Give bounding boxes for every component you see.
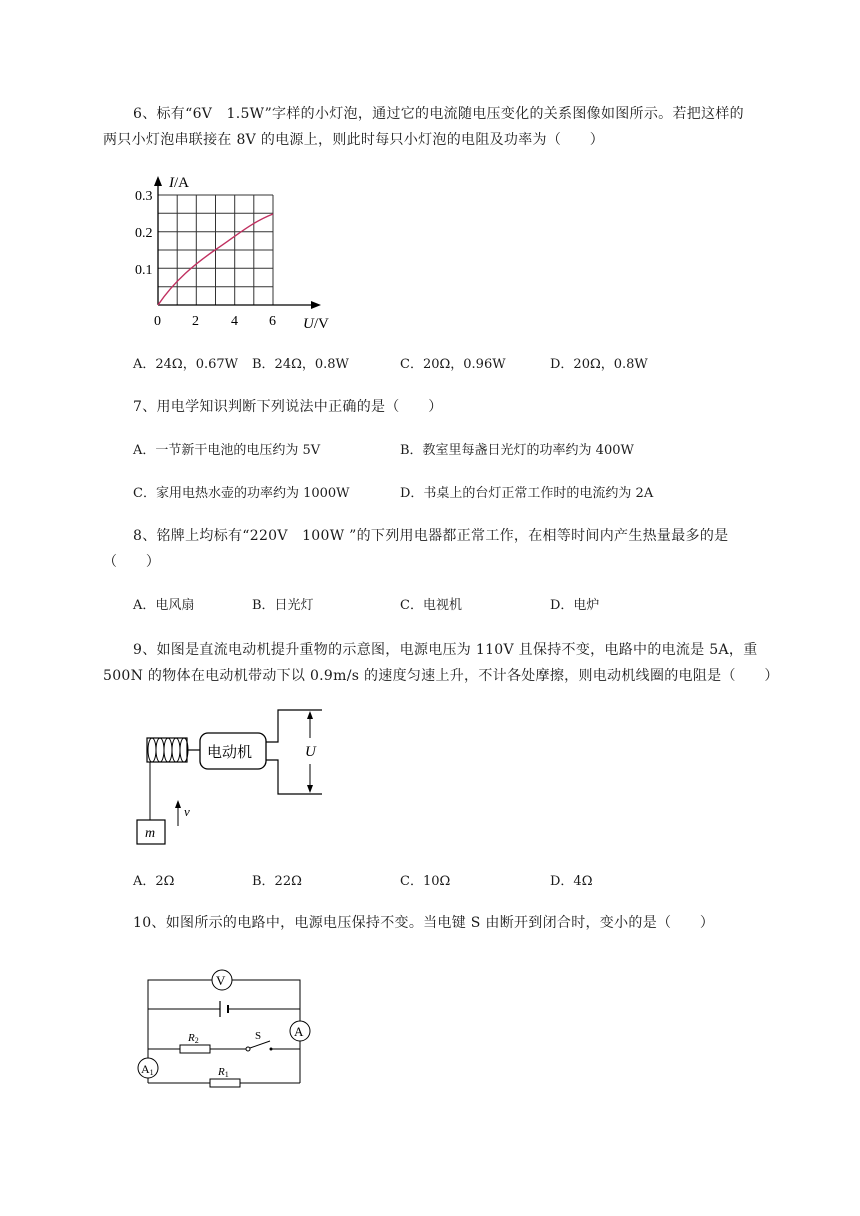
q7-option-c: C．家用电热水壶的功率约为 1000W bbox=[133, 486, 350, 501]
y-axis-arrow bbox=[154, 176, 162, 186]
switch-contact bbox=[270, 1048, 273, 1051]
q8-option-a: A．电风扇 bbox=[133, 598, 195, 613]
q7-option-d: D．书桌上的台灯正常工作时的电流约为 2A bbox=[400, 486, 654, 501]
y-tick-0.3: 0.3 bbox=[135, 189, 153, 204]
y-tick-0.2: 0.2 bbox=[135, 226, 153, 241]
q8-option-b: B．日光灯 bbox=[252, 598, 314, 613]
resistor-r1 bbox=[210, 1079, 240, 1087]
r2-label-letter: R bbox=[188, 1032, 195, 1044]
motor-diagram bbox=[130, 700, 330, 850]
q9-line-2: 500N 的物体在电动机带动下以 0.9m/s 的速度匀速上升，不计各处摩擦，则电动机线圈的电阻是（ ） bbox=[103, 668, 779, 684]
q7-option-a: A．一节新干电池的电压约为 5V bbox=[133, 443, 321, 458]
x-tick-2: 2 bbox=[192, 314, 199, 329]
q9-option-a: A．2Ω bbox=[133, 874, 175, 889]
motor-label: 电动机 bbox=[207, 745, 253, 761]
r1-label bbox=[217, 1066, 229, 1079]
q7-line-1: 7、用电学知识判断下列说法中正确的是（ ） bbox=[133, 399, 443, 415]
x-axis-label-unit: /V bbox=[313, 316, 329, 332]
y-axis-label-sym: I bbox=[169, 175, 174, 191]
voltage-label: U bbox=[305, 744, 316, 760]
q8-line-1: 8、铭牌上均标有“220V 100W ”的下列用电器都正常工作，在相等时间内产生热量最多的是 bbox=[133, 528, 729, 544]
velocity-arrow bbox=[175, 800, 181, 808]
q9-option-c: C．10Ω bbox=[400, 874, 451, 889]
x-axis-label-sym: U bbox=[303, 316, 314, 332]
x-axis-arrow bbox=[311, 301, 321, 309]
wire-bottom bbox=[266, 760, 322, 794]
switch-blade bbox=[250, 1041, 270, 1048]
u-arrow-up bbox=[307, 711, 313, 719]
wire-top bbox=[266, 710, 322, 742]
r2-label bbox=[187, 1032, 199, 1045]
iu-graph bbox=[125, 168, 345, 338]
q10-line-1: 10、如图所示的电路中，电源电压保持不变。当电键 S 由断开到闭合时，变小的是（ ） bbox=[133, 915, 715, 931]
velocity-label: v bbox=[184, 804, 190, 819]
switch-pivot bbox=[246, 1047, 250, 1051]
r1-label-letter: R bbox=[218, 1066, 225, 1078]
q9-option-b: B．22Ω bbox=[252, 874, 302, 889]
q6-option-d: D．20Ω，0.8W bbox=[550, 357, 648, 372]
q6-option-b: B．24Ω，0.8W bbox=[252, 357, 349, 372]
q9-option-d: D．4Ω bbox=[550, 874, 593, 889]
x-tick-6: 6 bbox=[269, 314, 276, 329]
x-tick-4: 4 bbox=[231, 314, 238, 329]
x-tick-0: 0 bbox=[154, 314, 161, 329]
q8-line-2: （ ） bbox=[103, 554, 161, 570]
q9-line-1: 9、如图是直流电动机提升重物的示意图，电源电压为 110V 且保持不变，电路中的电流是 5A，重 bbox=[133, 642, 758, 658]
q7-option-b: B．教室里每盏日光灯的功率约为 400W bbox=[400, 443, 634, 458]
u-arrow-down bbox=[307, 785, 313, 793]
circuit-diagram bbox=[130, 962, 320, 1092]
x-axis-label bbox=[303, 316, 329, 332]
q8-option-d: D．电炉 bbox=[550, 598, 600, 613]
switch-label: S bbox=[255, 1030, 262, 1042]
ammeter-a1-letter: A bbox=[141, 1062, 150, 1076]
ammeter-a1-sub: 1 bbox=[149, 1068, 154, 1077]
q6-line-2: 两只小灯泡串联接在 8V 的电源上，则此时每只小灯泡的电阻及功率为（ ） bbox=[103, 132, 605, 148]
mass-label: m bbox=[145, 826, 156, 841]
q6-line-1: 6、标有“6V 1.5W”字样的小灯泡，通过它的电流随电压变化的关系图像如图所示。若把这样的 bbox=[133, 106, 744, 122]
r1-label-sub: 1 bbox=[224, 1070, 229, 1079]
r2-label-sub: 2 bbox=[194, 1036, 199, 1045]
q6-option-a: A．24Ω，0.67W bbox=[133, 357, 239, 372]
resistor-r2 bbox=[180, 1045, 210, 1053]
voltmeter-label: V bbox=[216, 973, 226, 988]
y-tick-0.1: 0.1 bbox=[135, 263, 153, 278]
q8-option-c: C．电视机 bbox=[400, 598, 462, 613]
ammeter-a-label: A bbox=[294, 1024, 304, 1039]
y-axis-label-unit: /A bbox=[174, 175, 189, 191]
y-axis-label bbox=[168, 175, 189, 191]
q6-option-c: C．20Ω，0.96W bbox=[400, 357, 506, 372]
